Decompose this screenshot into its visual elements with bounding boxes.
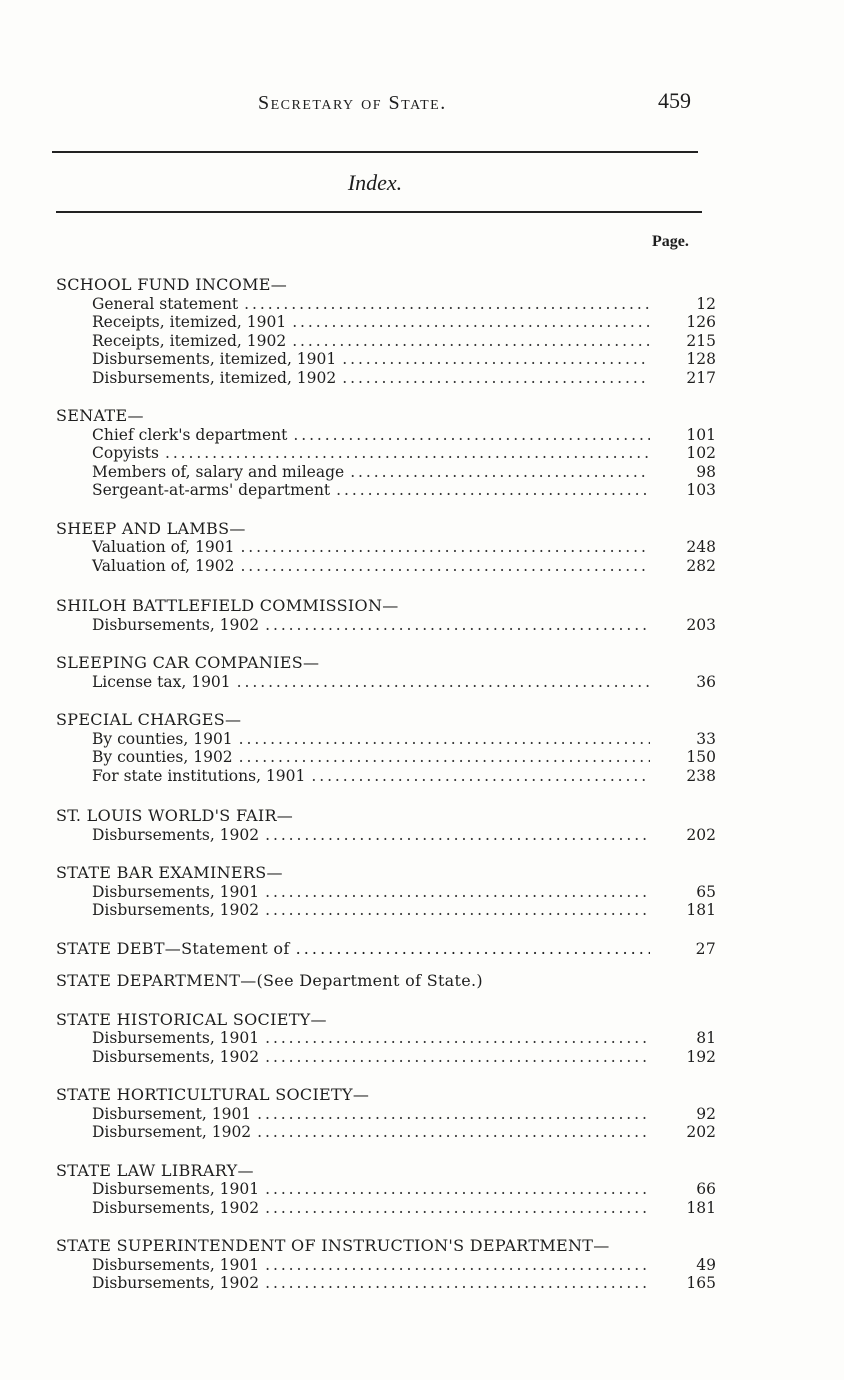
entry-subitem [56, 1123, 716, 1142]
subitem-page-number: 101 [686, 425, 716, 444]
entry-subitem [56, 557, 716, 576]
subitem-label: For state institutions, 1901 [92, 766, 306, 785]
entry-heading [56, 1086, 716, 1105]
entry-heading [56, 597, 716, 616]
entry-heading [56, 807, 716, 826]
entry-heading-text: ST. LOUIS WORLD'S FAIR— [56, 806, 294, 825]
dot-leader [265, 1274, 650, 1293]
dot-leader [265, 1180, 650, 1199]
dot-leader [257, 1105, 650, 1124]
subitem-page-number: 128 [686, 350, 716, 368]
index-entry [56, 1011, 716, 1067]
subitem-label: Valuation of, 1901 [92, 538, 235, 556]
running-head: Secretary of State. [258, 92, 447, 114]
subitem-label: Disbursements, itemized, 1901 [92, 350, 337, 368]
subitem-label: Sergeant-at-arms' department [92, 481, 331, 499]
entry-subitem [56, 748, 716, 767]
dot-leader [165, 444, 650, 463]
index-entry [56, 1162, 716, 1218]
index-entry [56, 597, 716, 634]
entry-subitem [56, 883, 716, 902]
entry-subitem [56, 1180, 716, 1199]
entry-subitem [56, 295, 716, 314]
subitem-label: Disbursements, 1902 [92, 825, 260, 844]
subitem-page-number: 66 [696, 1180, 716, 1198]
index-entry [56, 940, 716, 959]
dot-leader [265, 1256, 650, 1275]
subitem-label: Chief clerk's department [92, 425, 288, 444]
subitem-page-number: 36 [696, 672, 716, 691]
subitem-label: Disbursements, 1902 [92, 1274, 260, 1292]
dot-leader [292, 332, 650, 351]
dot-leader [265, 1048, 650, 1067]
entry-heading-text: SPECIAL CHARGES— [56, 710, 242, 729]
entry-subitem [56, 730, 716, 749]
entry-heading [56, 1162, 716, 1181]
dot-leader [239, 730, 650, 749]
dot-leader [296, 940, 650, 959]
subitem-label: Disbursements, 1902 [92, 1198, 260, 1217]
entry-subitem [56, 313, 716, 332]
subitem-page-number: 181 [686, 901, 716, 919]
entry-heading-text: STATE DEPARTMENT—(See Department of State.) [56, 971, 483, 990]
subitem-label: Receipts, itemized, 1902 [92, 331, 287, 350]
dot-leader [240, 538, 650, 557]
dot-leader [257, 1123, 650, 1142]
index-entry [56, 520, 716, 576]
subitem-page-number: 98 [696, 462, 716, 481]
subitem-page-number: 215 [686, 331, 716, 350]
entry-subitem [56, 673, 716, 692]
entry-heading [56, 1237, 716, 1256]
entry-subitem [56, 332, 716, 351]
subitem-label: Disbursement, 1901 [92, 1104, 252, 1123]
dot-leader [265, 826, 650, 845]
entry-heading [56, 520, 716, 539]
entry-heading-text: STATE HORTICULTURAL SOCIETY— [56, 1085, 370, 1104]
entry-heading [56, 654, 716, 673]
subitem-label: Disbursements, 1902 [92, 901, 260, 919]
entry-subitem [56, 369, 716, 388]
entry-heading-text: STATE SUPERINTENDENT OF INSTRUCTION'S DEPARTMENT— [56, 1236, 610, 1255]
subitem-label: License tax, 1901 [92, 672, 231, 691]
entry-heading [56, 276, 716, 295]
dot-leader [237, 673, 650, 692]
subitem-page-number: 150 [686, 748, 716, 766]
subitem-page-number: 248 [686, 538, 716, 556]
dot-leader [342, 350, 650, 369]
subitem-label: Valuation of, 1902 [92, 556, 235, 575]
index-entry [56, 654, 716, 691]
top-rule [52, 151, 698, 153]
subitem-label: Disbursements, 1901 [92, 1029, 260, 1047]
entry-heading [56, 711, 716, 730]
subitem-label: Disbursements, itemized, 1902 [92, 368, 337, 387]
subitem-page-number: 192 [686, 1047, 716, 1066]
subitem-page-number: 126 [686, 313, 716, 331]
index-entry [56, 276, 716, 387]
subitem-page-number: 165 [686, 1274, 716, 1292]
index-entry [56, 1237, 716, 1293]
entry-heading-text: SCHOOL FUND INCOME— [56, 275, 288, 294]
entry-heading-text: STATE BAR EXAMINERS— [56, 863, 283, 882]
index-entry [56, 1086, 716, 1142]
subitem-page-number: 65 [696, 882, 716, 901]
entry-subitem [56, 538, 716, 557]
entry-subitem [56, 826, 716, 845]
entry-heading [56, 972, 716, 991]
subitem-page-number: 92 [696, 1104, 716, 1123]
entry-subitem [56, 444, 716, 463]
subitem-page-number: 81 [696, 1029, 716, 1047]
entry-subitem [56, 426, 716, 445]
entry-subitem [56, 1029, 716, 1048]
subitem-page-number: 202 [686, 825, 716, 844]
subitem-page-number: 49 [696, 1255, 716, 1274]
entry-subitem [56, 350, 716, 369]
subitem-page-number: 102 [686, 444, 716, 462]
index-title: Index. [347, 170, 403, 195]
entry-subitem [56, 1256, 716, 1275]
subitem-label: Disbursements, 1902 [92, 615, 260, 634]
subitem-label: Disbursements, 1902 [92, 1047, 260, 1066]
entry-subitem [56, 616, 716, 635]
entry-subitem [56, 481, 716, 500]
page-column-label: Page. [652, 233, 689, 250]
subitem-page-number: 103 [686, 481, 716, 499]
entry-heading [56, 407, 716, 426]
entry-heading-text: STATE LAW LIBRARY— [56, 1160, 254, 1180]
subitem-label: Disbursement, 1902 [92, 1123, 252, 1141]
subitem-page-number: 181 [686, 1198, 716, 1217]
subitem-label: Copyists [92, 444, 159, 462]
entry-heading [56, 940, 716, 959]
subitem-label: Disbursements, 1901 [92, 882, 260, 901]
dot-leader [240, 557, 650, 576]
subitem-label: General statement [92, 294, 239, 313]
entry-subitem [56, 1105, 716, 1124]
subitem-page-number: 217 [686, 368, 716, 387]
page-number: 459 [658, 88, 691, 113]
index-entry [56, 864, 716, 920]
subitem-page-number: 203 [686, 615, 716, 634]
entry-heading-text: SLEEPING CAR COMPANIES— [56, 653, 320, 672]
entry-heading [56, 864, 716, 883]
subitem-label: By counties, 1902 [92, 748, 233, 766]
dot-leader [239, 748, 650, 767]
dot-leader [265, 901, 650, 920]
entry-subitem [56, 1199, 716, 1218]
dot-leader [350, 463, 650, 482]
dot-leader [265, 1199, 650, 1218]
dot-leader [265, 616, 650, 635]
entry-heading [56, 1011, 716, 1030]
dot-leader [265, 1029, 650, 1048]
entry-heading-text: SHEEP AND LAMBS— [56, 518, 246, 538]
entry-heading-text: STATE DEBT—Statement of [56, 938, 290, 958]
subitem-page-number: 238 [686, 766, 716, 785]
entry-heading-text: SHILOH BATTLEFIELD COMMISSION— [56, 596, 399, 615]
dot-leader [265, 883, 650, 902]
index-entry [56, 807, 716, 844]
entry-subitem [56, 1274, 716, 1293]
index-entries [56, 256, 716, 1293]
entry-subitem [56, 1048, 716, 1067]
subitem-label: Receipts, itemized, 1901 [92, 313, 287, 331]
dot-leader [336, 481, 650, 500]
subitem-page-number: 12 [696, 294, 716, 313]
subitem-label: Disbursements, 1901 [92, 1180, 260, 1198]
subitem-page-number: 202 [686, 1123, 716, 1141]
entry-subitem [56, 901, 716, 920]
index-entry [56, 972, 716, 991]
entry-heading-text: SENATE— [56, 406, 144, 425]
subitem-label: Members of, salary and mileage [92, 462, 345, 481]
entry-subitem [56, 463, 716, 482]
entry-page-number: 27 [695, 939, 716, 958]
dot-leader [342, 369, 650, 388]
subitem-page-number: 33 [696, 729, 716, 748]
entry-heading-text: STATE HISTORICAL SOCIETY— [56, 1009, 327, 1029]
bottom-rule [56, 211, 702, 213]
index-entry [56, 407, 716, 500]
index-entry [56, 711, 716, 785]
subitem-label: Disbursements, 1901 [92, 1255, 260, 1274]
subitem-page-number: 282 [686, 556, 716, 575]
dot-leader [311, 767, 650, 786]
dot-leader [293, 426, 650, 445]
entry-subitem [56, 767, 716, 786]
dot-leader [292, 313, 650, 332]
subitem-label: By counties, 1901 [92, 729, 233, 748]
dot-leader [244, 295, 650, 314]
